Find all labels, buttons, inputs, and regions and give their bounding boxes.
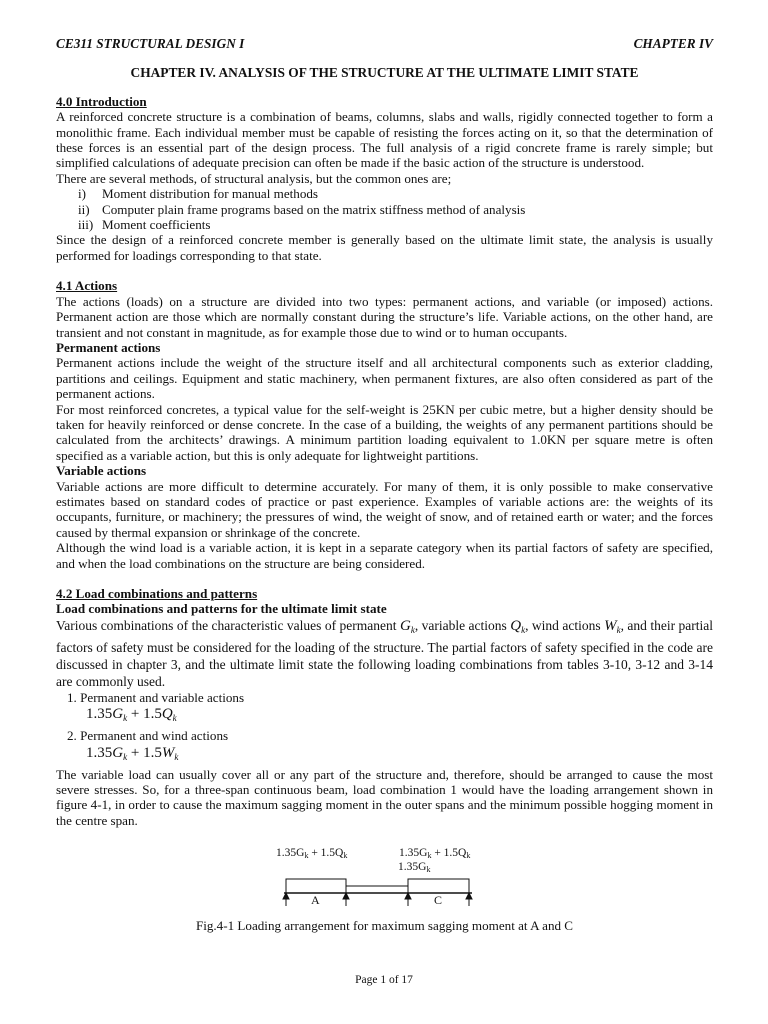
chapter-title: CHAPTER IV. ANALYSIS OF THE STRUCTURE AT THE ULTIMATE LIMIT STATE (130, 65, 639, 81)
header-course: CE311 STRUCTURAL DESIGN I (56, 36, 245, 51)
span-label-c: C (434, 893, 443, 908)
load-label-left: 1.35Gk + 1.5Qk (276, 847, 348, 861)
list-item: i) Moment distribution for manual methods (78, 186, 319, 202)
span-label-a: A (311, 893, 320, 908)
load-label-mid: 1.35Gk (398, 861, 431, 875)
symbol-gk: $G_k$ (399, 617, 415, 635)
paragraph: The actions (loads) on a structure are divided into two types: permanent actions, and variable (or imposed) actions. Permanent action are those which are normally constant during the structure’s life. Variable actions, on the other hand, are transient and not constant in magnitude, as for example those due to wind or to human occupants. (56, 293, 713, 340)
section-heading-4-2: 4.2 Load combinations and patterns (56, 586, 258, 601)
list-item: iii) Moment coefficients (78, 217, 211, 233)
page-number: Page 1 of 17 (355, 974, 413, 986)
paragraph: Various combinations of the characteristic values of permanent $G_k$, variable actions $Q_k$, wind actions $W_k$, and their partial factors of safety must be considered for the loading of the structure. The partial factors of safety specified in the code are discussed in chapter 3, and the ultimate limit state the following loading combinations from tables 3-10, 3-12 and 3-14 are commonly used. (56, 617, 713, 689)
load-block-centre (346, 886, 408, 893)
load-label-right: 1.35Gk + 1.5Qk (399, 847, 471, 861)
paragraph: There are several methods, of structural analysis, but the common ones are; (56, 170, 452, 186)
paragraph: The variable load can usually cover all or any part of the structure and, therefore, should be arranged to cause the most severe stresses. So, for a three-span continuous beam, load combination 1 would have the loading arrangement shown in figure 4-1, in order to cause the maximum sagging moment in the outer spans and the minimum possible hogging moment in the centre span. (56, 766, 713, 828)
paragraph: A reinforced concrete structure is a combination of beams, columns, slabs and walls, rigidly connected together to form a monolithic frame. Each individual member must be capable of resisting the forces acting on it, so that the determination of these forces is an essential part of the design process. The full analysis of a rigid concrete frame is rarely simple; but simplified calculations of adequate precision can often be made if the basic action of the structure is understood. (56, 109, 713, 171)
figure-caption: Fig.4-1 Loading arrangement for maximum sagging moment at A and C (195, 918, 574, 934)
combination-formula-1: $1.35G_k + 1.5Q_k$ (86, 706, 177, 724)
paragraph: Permanent actions include the weight of the structure itself and all architectural components such as exterior cladding, partitions and ceilings. Equipment and static machinery, when permanent fixtures, are also often considered as part of the permanent actions. (56, 355, 713, 402)
document-page (56, 36, 713, 934)
paragraph: Variable actions are more difficult to determine accurately. For many of them, it is only possible to make conservative estimates based on standard codes of practice or past experience. Examples of variable actions are: the weights of its occupants, furniture, or machinery; the pressures of wind, the weight of snow, and of retained earth or water; and the forces caused by thermal expansion or shrinkage of the concrete. (56, 478, 713, 540)
subheading-load-combinations: Load combinations and patterns for the ultimate limit state (56, 601, 387, 617)
running-header (56, 36, 713, 51)
combination-formula-2: $1.35G_k + 1.5W_k$ (86, 744, 179, 762)
paragraph: Although the wind load is a variable action, it is kept in a separate category when its partial factors of safety are specified, and when the load combinations on the structure are being considered. (56, 540, 713, 571)
methods-list (56, 186, 713, 232)
loading-diagram (56, 846, 713, 916)
subheading-permanent-actions: Permanent actions (56, 339, 161, 355)
combination-label: 1. Permanent and variable actions (67, 689, 245, 705)
combination-label: 2. Permanent and wind actions (67, 728, 229, 744)
list-item: ii) Computer plain frame programs based on the matrix stiffness method of analysis (78, 201, 526, 217)
load-block-left (286, 879, 346, 893)
header-chapter: CHAPTER IV (633, 36, 713, 51)
beam-diagram (56, 846, 713, 916)
symbol-wk: $W_k$ (604, 617, 621, 635)
section-heading-4-1: 4.1 Actions (56, 278, 118, 294)
symbol-qk: $Q_k$ (510, 617, 526, 635)
paragraph: For most reinforced concretes, a typical value for the self-weight is 25KN per cubic metre, but a higher density should be taken for heavily reinforced or dense concrete. In the case of a building, the weights of any permanent partitions should be calculated from the architects’ drawings. A minimum partition loading equivalent to 1.0KN per square metre is often specified as a variable action, but this is only adequate for lightweight partitions. (56, 401, 713, 463)
load-block-right (408, 879, 469, 893)
section-heading-4-0: 4.0 Introduction (56, 93, 147, 109)
paragraph: Since the design of a reinforced concrete member is generally based on the ultimate limit state, the analysis is usually performed for loadings corresponding to that state. (56, 232, 713, 263)
subheading-variable-actions: Variable actions (56, 463, 147, 479)
